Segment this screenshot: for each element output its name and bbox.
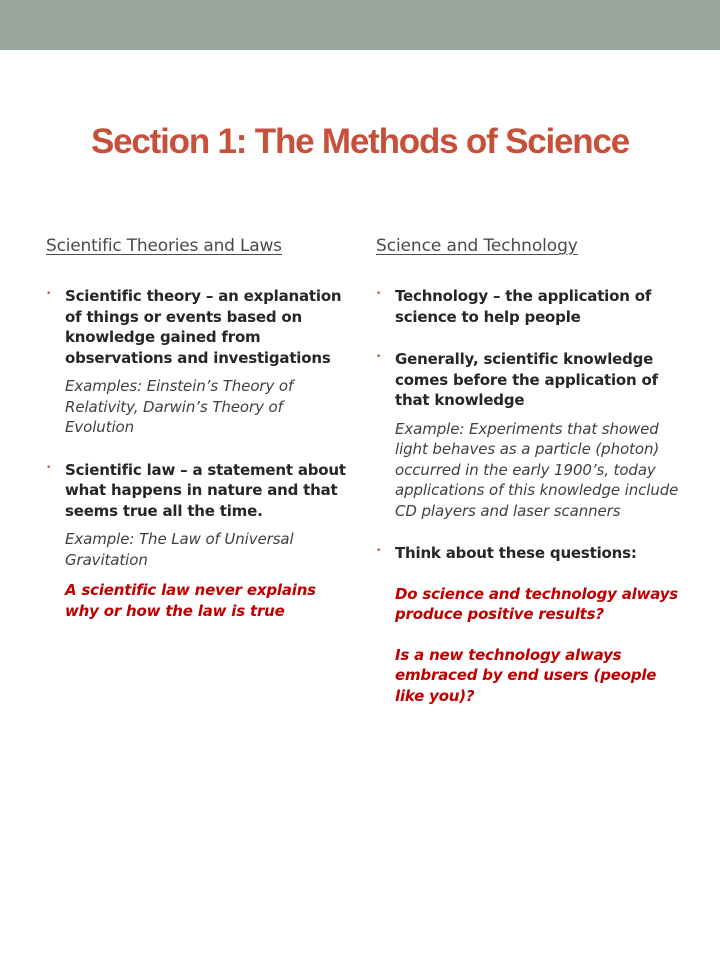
slide-title: Section 1: The Methods of Science bbox=[90, 122, 629, 161]
header-bar bbox=[0, 0, 720, 50]
bullet-item-technology bbox=[376, 286, 686, 327]
right-column bbox=[376, 236, 686, 728]
left-column bbox=[46, 236, 346, 643]
right-bullet-list bbox=[376, 286, 686, 706]
bullet-item-scientific-law bbox=[46, 460, 346, 622]
bullet-icon: • bbox=[46, 289, 52, 299]
knowledge-order-statement: Generally, scientific knowledge comes before the application of that knowledge bbox=[395, 350, 658, 409]
question-positive-results: Do science and technology always produce positive results? bbox=[395, 584, 679, 623]
bullet-icon: • bbox=[376, 352, 382, 362]
bullet-icon: • bbox=[46, 462, 52, 473]
technology-example: Example: Experiments that showed light behaves as a particle (photon) occurred in the early 1900’s, today applications of this knowledge include CD players and laser scanners bbox=[395, 419, 679, 520]
technology-definition: Technology – the application of science to help people bbox=[395, 287, 652, 326]
bullet-icon: • bbox=[376, 546, 382, 556]
question-user-adoption: Is a new technology always embraced by end users (people like you)? bbox=[395, 645, 657, 705]
bullet-item-questions bbox=[376, 543, 686, 706]
bullet-item-knowledge-order bbox=[376, 349, 686, 521]
left-column-heading: Scientific Theories and Laws bbox=[46, 236, 282, 256]
bullet-item-scientific-theory bbox=[46, 286, 346, 438]
law-example: Example: The Law of Universal Gravitation bbox=[65, 530, 294, 569]
theory-examples: Examples: Einstein’s Theory of Relativity, Darwin’s Theory of Evolution bbox=[65, 377, 294, 436]
left-bullet-list bbox=[46, 286, 346, 621]
right-column-heading: Science and Technology bbox=[376, 236, 578, 256]
scientific-law-definition: Scientific law – a statement about what happens in nature and that seems true all the time. bbox=[65, 460, 346, 520]
questions-prompt: Think about these questions: bbox=[395, 544, 637, 562]
bullet-icon: • bbox=[376, 289, 382, 299]
law-note: A scientific law never explains why or how the law is true bbox=[65, 581, 316, 620]
scientific-theory-definition: Scientific theory – an explanation of things or events based on knowledge gained from observations and investigations bbox=[65, 287, 342, 367]
